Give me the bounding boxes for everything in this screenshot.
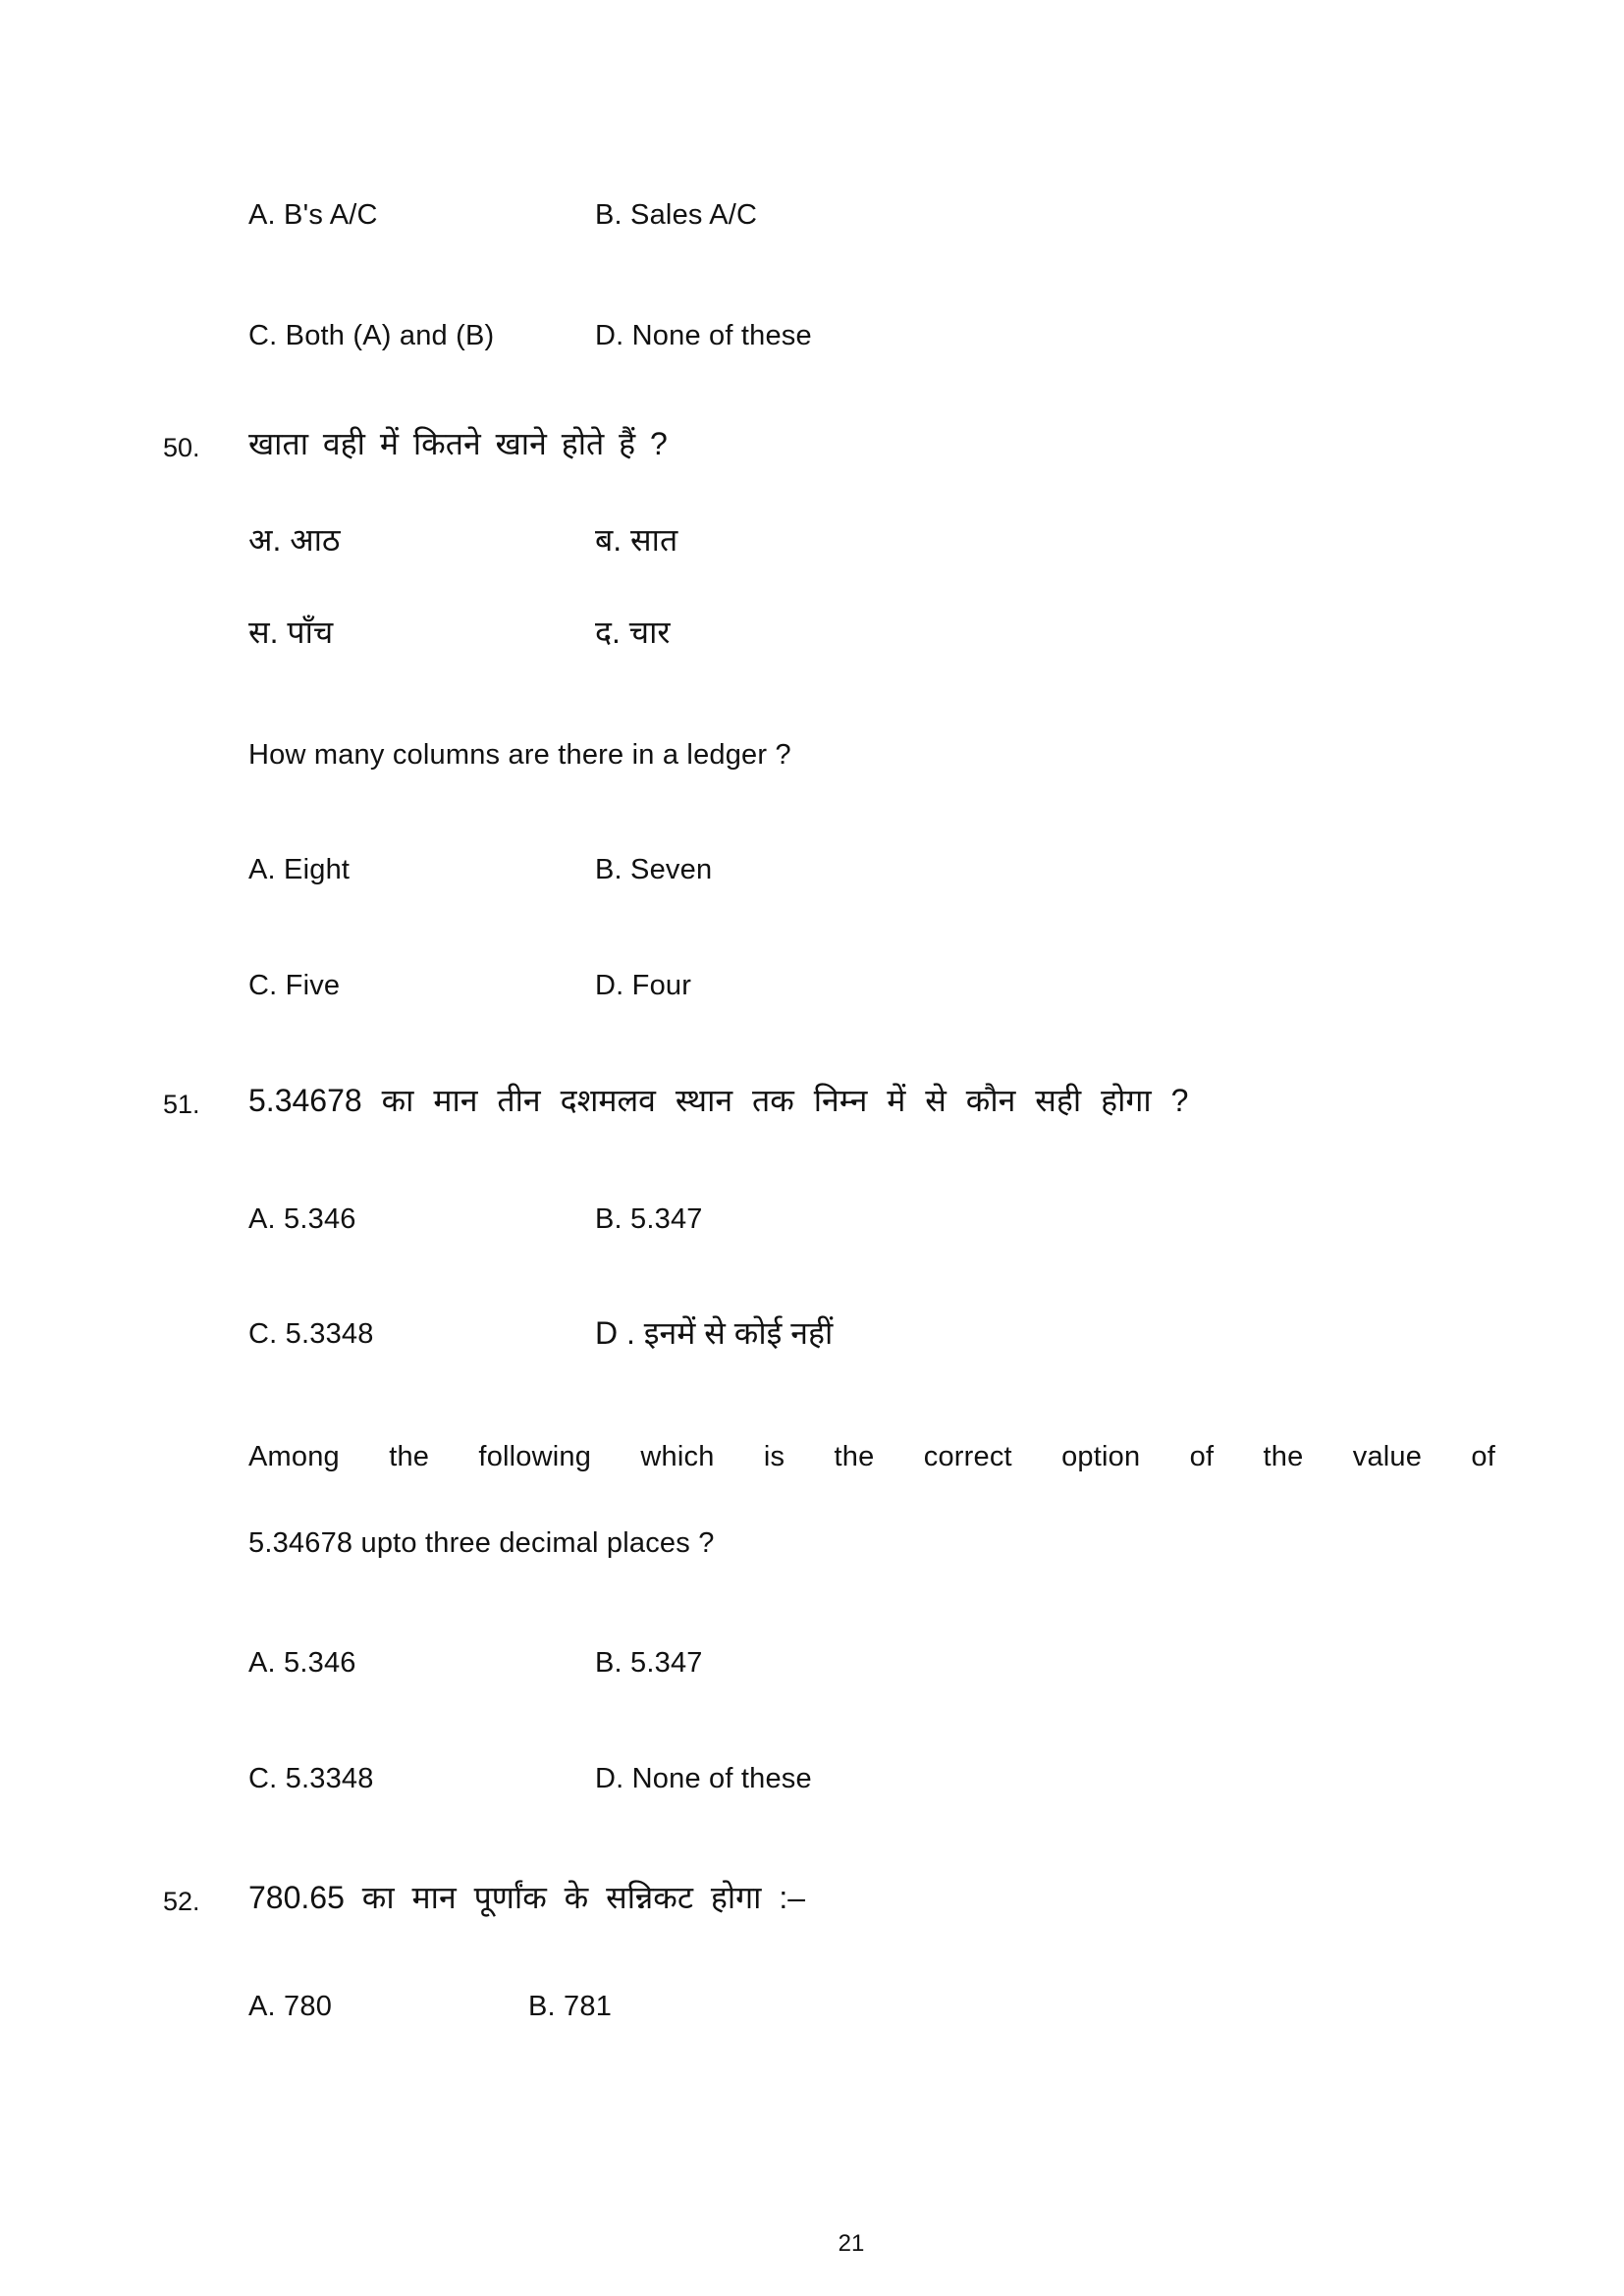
question-50-number: 50. (163, 433, 200, 462)
prev-question-option-b: B. Sales A/C (595, 199, 758, 231)
question-51-number: 51. (163, 1090, 200, 1119)
question-51-option-english-b: B. 5.347 (595, 1647, 703, 1679)
question-51-option-hindi-a: A. 5.346 (248, 1203, 356, 1235)
question-51-option-hindi-d: D . इनमें से कोई नहीं (595, 1315, 834, 1351)
question-52-number: 52. (163, 1887, 200, 1916)
question-52-text-hindi: 780.65 का मान पूर्णांक के सन्निकट होगा :– (248, 1880, 806, 1915)
question-50-option-english-d: D. Four (595, 970, 692, 1001)
question-50-option-english-b: B. Seven (595, 854, 713, 885)
question-50-option-hindi-a: अ. आठ (248, 522, 341, 558)
question-51-option-hindi-b: B. 5.347 (595, 1203, 703, 1235)
prev-question-option-a: A. B's A/C (248, 199, 378, 231)
prev-question-option-c: C. Both (A) and (B) (248, 320, 495, 351)
question-50-option-hindi-b: ब. सात (595, 522, 678, 558)
question-50-option-english-a: A. Eight (248, 854, 351, 885)
question-50-option-english-c: C. Five (248, 970, 341, 1001)
question-50-text-hindi: खाता वही में कितने खाने होते हैं ? (248, 426, 668, 461)
question-51-text-english-line2: 5.34678 upto three decimal places ? (248, 1527, 715, 1559)
question-50-option-hindi-d: द. चार (595, 614, 671, 650)
question-51-option-hindi-c: C. 5.3348 (248, 1318, 374, 1350)
question-51-text-english-line1: Among the following which is the correct option of the value of (248, 1441, 1495, 1472)
prev-question-option-d: D. None of these (595, 320, 812, 351)
question-51-text-hindi: 5.34678 का मान तीन दशमलव स्थान तक निम्न में से कौन सही होगा ? (248, 1083, 1189, 1118)
question-50-text-english: How many columns are there in a ledger ? (248, 739, 791, 771)
question-51-option-english-c: C. 5.3348 (248, 1763, 374, 1794)
question-50-option-hindi-c: स. पाँच (248, 614, 334, 650)
question-51-option-english-a: A. 5.346 (248, 1647, 356, 1679)
page-number: 21 (838, 2230, 865, 2257)
question-52-option-a: A. 780 (248, 1991, 333, 2022)
question-51-option-english-d: D. None of these (595, 1763, 812, 1794)
question-52-option-b: B. 781 (528, 1991, 613, 2022)
